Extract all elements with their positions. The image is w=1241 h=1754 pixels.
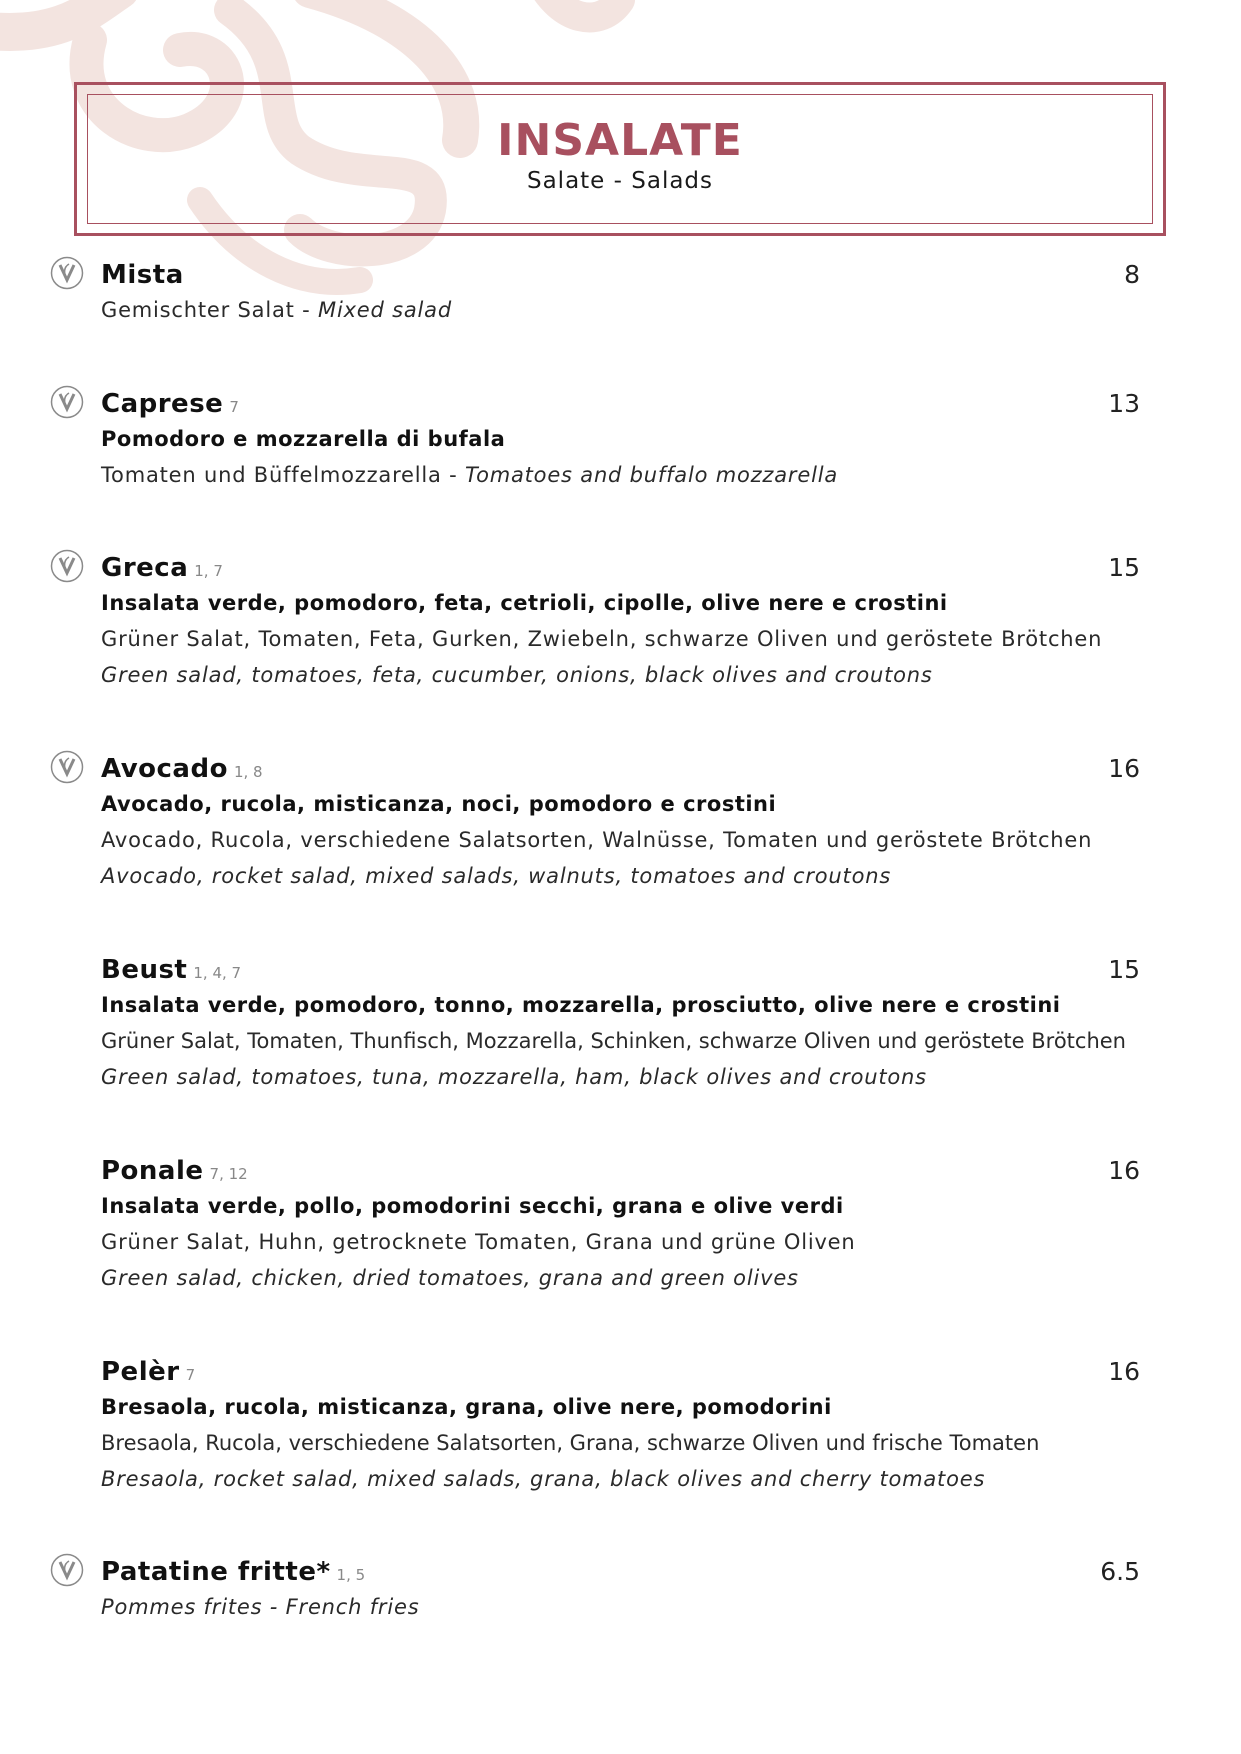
item-allergens: 7	[185, 1366, 196, 1384]
menu-item-greca	[50, 551, 1140, 693]
vegetarian-leaf-icon	[50, 549, 84, 583]
page-title: INSALATE	[497, 115, 743, 166]
item-allergens: 1, 7	[194, 562, 223, 580]
item-price: 16	[1108, 754, 1140, 783]
item-description-en: Tomatoes and buffalo mozzarella	[465, 463, 839, 487]
item-allergens: 1, 5	[336, 1566, 366, 1584]
item-description-de: Grüner Salat, Tomaten, Feta, Gurken, Zwiebeln, schwarze Oliven und geröstete Brötchen	[101, 627, 1103, 651]
item-description-en: Pommes frites - French fries	[101, 1595, 420, 1619]
item-description-de: Bresaola, Rucola, verschiedene Salatsorten, Grana, schwarze Oliven und frische Tomaten	[101, 1431, 1040, 1455]
menu-item-peler	[50, 1355, 1140, 1497]
item-description-de-text: Gemischter Salat	[101, 298, 295, 322]
item-price: 13	[1108, 389, 1140, 418]
vegetarian-leaf-icon	[50, 256, 84, 290]
item-description-en: Green salad, tomatoes, tuna, mozzarella, ham, black olives and croutons	[101, 1065, 927, 1089]
item-description-it: Insalata verde, pomodoro, tonno, mozzarella, prosciutto, olive nere e crostini	[101, 993, 1061, 1017]
item-description-separator: -	[441, 463, 466, 487]
vegetarian-leaf-icon	[50, 385, 84, 419]
item-price: 15	[1108, 553, 1140, 582]
page-subtitle: Salate - Salads	[526, 168, 714, 194]
item-description-de	[101, 292, 1140, 328]
item-description-it: Pomodoro e mozzarella di bufala	[101, 427, 506, 451]
item-price: 6.5	[1100, 1557, 1140, 1586]
item-description-en: Bresaola, rocket salad, mixed salads, grana, black olives and cherry tomatoes	[101, 1467, 986, 1491]
item-description-en: Green salad, chicken, dried tomatoes, grana and green olives	[101, 1266, 799, 1290]
item-name: Avocado	[101, 754, 228, 784]
item-description-it: Bresaola, rucola, misticanza, grana, olive nere, pomodorini	[101, 1395, 832, 1419]
item-description-en: Green salad, tomatoes, feta, cucumber, onions, black olives and croutons	[101, 663, 933, 687]
item-description-en: Avocado, rocket salad, mixed salads, walnuts, tomatoes and croutons	[101, 864, 892, 888]
item-name: Pelèr	[101, 1357, 180, 1387]
menu-item-avocado	[50, 752, 1140, 894]
item-allergens: 7, 12	[209, 1165, 248, 1183]
header-frame	[74, 82, 1166, 236]
header-inner-border	[87, 94, 1153, 224]
item-price: 16	[1108, 1156, 1140, 1185]
menu-item-mista	[50, 258, 1140, 328]
item-name: Mista	[101, 260, 184, 290]
item-price: 16	[1108, 1357, 1140, 1386]
item-name: Caprese	[101, 389, 224, 419]
menu-item-patatine-fritte	[50, 1555, 1140, 1625]
item-allergens: 7	[229, 398, 239, 416]
item-name: Patatine fritte*	[101, 1557, 331, 1587]
item-description-separator: -	[294, 298, 319, 322]
item-description-de: Grüner Salat, Tomaten, Thunfisch, Mozzarella, Schinken, schwarze Oliven und geröstete Brötchen	[101, 1029, 1126, 1053]
item-name: Beust	[101, 955, 188, 985]
item-description-it: Insalata verde, pomodoro, feta, cetrioli, cipolle, olive nere e crostini	[101, 591, 948, 615]
item-description-en: Mixed salad	[318, 298, 452, 322]
item-description-de	[101, 457, 1140, 493]
item-description-de-text: Tomaten und Büffelmozzarella	[101, 463, 442, 487]
item-description-it: Insalata verde, pollo, pomodorini secchi, grana e olive verdi	[101, 1194, 844, 1218]
vegetarian-leaf-icon	[50, 750, 84, 784]
item-description-de: Avocado, Rucola, verschiedene Salatsorten, Walnüsse, Tomaten und geröstete Brötchen	[101, 828, 1093, 852]
item-name: Greca	[101, 553, 189, 583]
vegetarian-leaf-icon	[50, 1553, 84, 1587]
item-name: Ponale	[101, 1156, 204, 1186]
menu-item-beust	[50, 953, 1140, 1095]
item-description-it: Avocado, rucola, misticanza, noci, pomodoro e crostini	[101, 792, 777, 816]
menu-item-caprese	[50, 387, 1140, 493]
item-price: 8	[1124, 260, 1140, 289]
item-allergens: 1, 8	[233, 763, 263, 781]
item-allergens: 1, 4, 7	[193, 964, 242, 982]
item-description-de: Grüner Salat, Huhn, getrocknete Tomaten, Grana und grüne Oliven	[101, 1230, 856, 1254]
item-price: 15	[1108, 955, 1140, 984]
menu-item-ponale	[50, 1154, 1140, 1296]
